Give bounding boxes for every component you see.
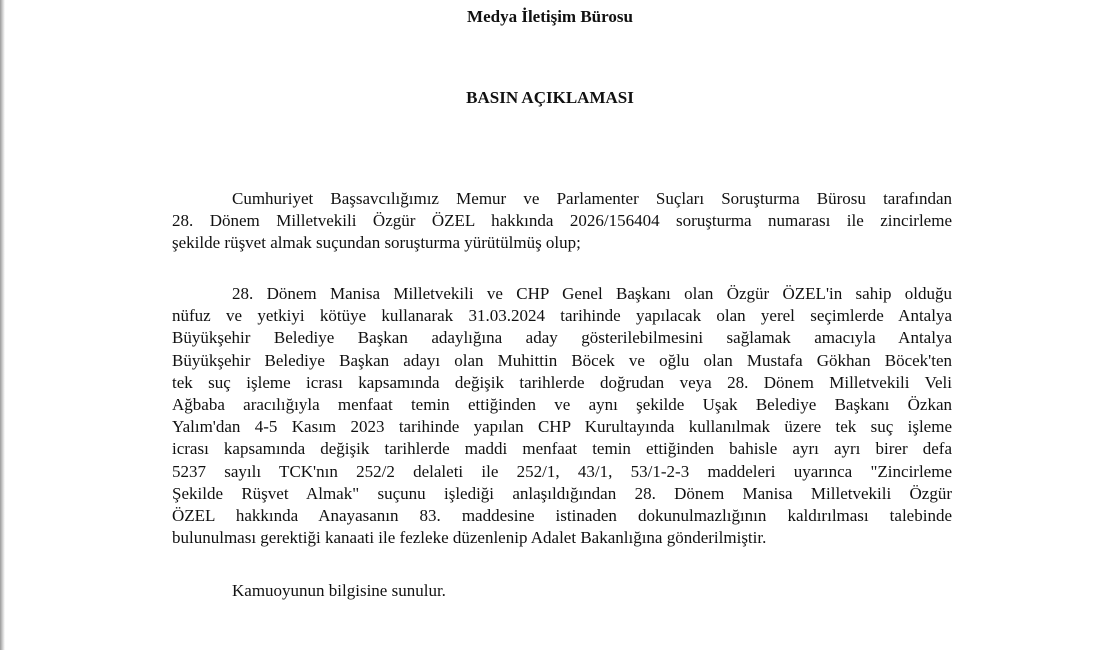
paragraph-allegation [172,283,952,549]
paragraph-line: 28. Dönem Manisa Milletvekili ve CHP Genel Başkanı olan Özgür ÖZEL'in sahip olduğu [232,284,952,303]
paragraph-line: Yalım'dan 4-5 Kasım 2023 tarihinde yapılan CHP Kurultayında kullanılmak üzere tek suç işleme [172,417,952,437]
paragraph-line: Büyükşehir Belediye Başkan adayı olan Muhittin Böcek ve oğlu olan Mustafa Gökhan Böcek'ten [172,350,952,370]
paragraph-line: icrası kapsamında değişik tarihlerde maddi menfaat temin ettiğinden bahisle ayrı ayrı birer defa [172,439,952,459]
document-title: BASIN AÇIKLAMASI [466,88,634,107]
office-header: Medya İletişim Bürosu [467,7,633,26]
paragraph-line: 5237 sayılı TCK'nın 252/2 delaleti ile 252/1, 43/1, 53/1-2-3 maddeleri uyarınca "Zincirleme [172,461,952,481]
paragraph-investigation [172,188,952,255]
paragraph-line: şekilde rüşvet almak suçundan soruşturma yürütülmüş olup; [172,233,581,253]
paragraph-line: ÖZEL hakkında Anayasanın 83. maddesine istinaden dokunulmazlığının kaldırılması talebinde [172,506,952,526]
paragraph-line: Kamuoyunun bilgisine sunulur. [232,581,446,600]
paragraph-line: nüfuz ve yetkiyi kötüye kullanarak 31.03.2024 tarihinde yapılacak olan yerel seçimlerde Antalya [172,306,952,326]
paragraph-line: tek suç işleme icrası kapsamında değişik tarihlerde doğrudan veya 28. Dönem Milletvekili Veli [172,372,952,392]
paragraph-line: 28. Dönem Milletvekili Özgür ÖZEL hakkında 2026/156404 soruşturma numarası ile zincirleme [172,211,952,231]
paragraph-line: Ağbaba aracılığıyla menfaat temin ettiğinden ve aynı şekilde Uşak Belediye Başkanı Özkan [172,395,952,415]
paragraph-line: bulunulması gerektiği kanaati ile fezleke düzenlenip Adalet Bakanlığına gönderilmiştir. [172,528,767,548]
paragraph-line: Cumhuriyet Başsavcılığımız Memur ve Parlamenter Suçları Soruşturma Bürosu tarafından [232,189,952,208]
paragraph-line: Büyükşehir Belediye Başkan adaylığına aday gösterilebilmesini sağlamak amacıyla Antalya [172,328,952,348]
paragraph-closing [172,580,952,602]
paragraph-line: Şekilde Rüşvet Almak" suçunu işlediği anlaşıldığından 28. Dönem Manisa Milletvekili Özgür [172,483,952,503]
